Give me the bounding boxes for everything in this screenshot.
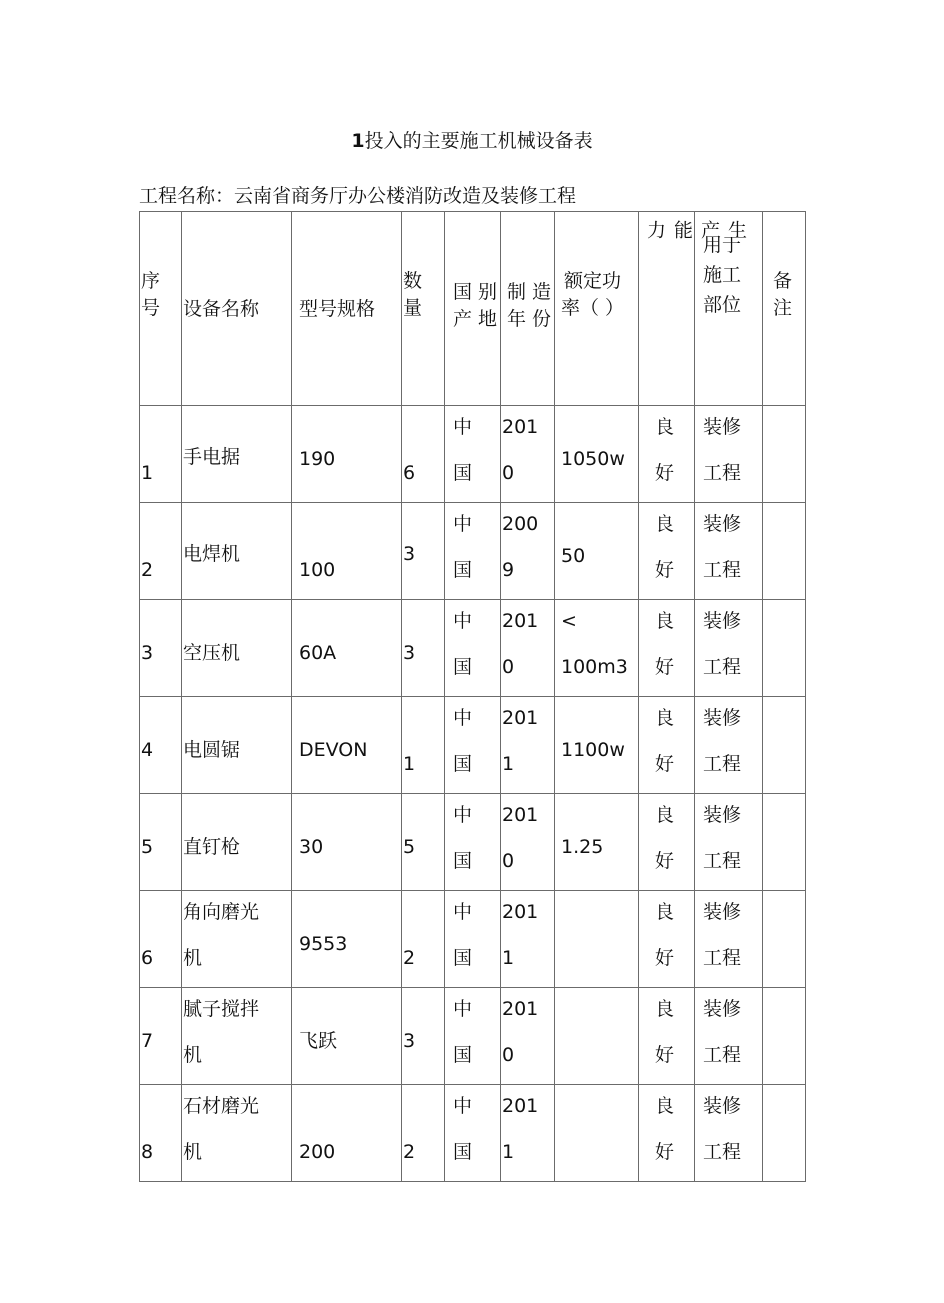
cell-model [292,988,402,1085]
cell-capacity-text: 良 好 [655,1095,675,1163]
cell-name [182,697,292,794]
cell-power [555,600,639,697]
cell-usage [695,1085,763,1182]
cell-usage [695,794,763,891]
header-name-text: 设备名称 [183,298,260,320]
cell-model-text: 190 [299,448,336,470]
cell-origin [445,1085,501,1182]
cell-qty-text: 1 [403,753,416,775]
cell-qty [402,697,445,794]
page-title [0,128,944,154]
cell-origin [445,794,501,891]
cell-seq-text: 6 [141,947,154,969]
cell-usage-text: 装修 工程 [703,998,742,1066]
table-row [140,503,806,600]
cell-origin-text: 中 国 [453,804,473,872]
cell-usage-text: 装修 工程 [703,513,742,581]
cell-model [292,406,402,503]
cell-power [555,794,639,891]
cell-power [555,988,639,1085]
cell-origin [445,503,501,600]
cell-qty-text: 5 [403,836,416,858]
cell-note [763,794,806,891]
cell-model-text: DEVON [299,739,368,761]
cell-capacity-text: 良 好 [655,707,675,775]
cell-qty-text: 3 [403,1030,416,1052]
header-origin [445,212,501,406]
cell-note [763,697,806,794]
cell-year [501,406,555,503]
cell-model [292,600,402,697]
cell-seq-text: 2 [141,559,154,581]
cell-seq-text: 4 [141,739,154,761]
cell-usage-text: 装修 工程 [703,416,742,484]
cell-capacity [639,794,695,891]
cell-origin [445,988,501,1085]
cell-year [501,697,555,794]
cell-model-text: 60A [299,642,337,664]
cell-seq [140,697,182,794]
cell-seq-text: 8 [141,1141,154,1163]
cell-origin-text: 中 国 [453,707,473,775]
cell-name-text: 直钉枪 [183,836,241,858]
table-row [140,988,806,1085]
cell-seq [140,794,182,891]
cell-model-text: 飞跃 [299,1030,338,1052]
cell-qty-text: 3 [403,543,416,565]
cell-capacity [639,503,695,600]
cell-model [292,891,402,988]
cell-note [763,406,806,503]
cell-capacity [639,1085,695,1182]
header-origin-text: 国 别 产 地 [453,281,498,330]
cell-capacity-text: 良 好 [655,998,675,1066]
cell-capacity-text: 良 好 [655,804,675,872]
header-usage-text: 用于 施工 部位 [703,234,742,316]
cell-year-text: 201 1 [502,1095,539,1163]
header-name [182,212,292,406]
cell-power [555,406,639,503]
cell-capacity-text: 良 好 [655,416,675,484]
header-note [763,212,806,406]
cell-qty [402,988,445,1085]
cell-year-text: 201 1 [502,707,539,775]
cell-seq-text: 3 [141,642,154,664]
cell-qty-text: 3 [403,642,416,664]
cell-qty [402,1085,445,1182]
cell-power [555,697,639,794]
cell-year-text: 201 0 [502,610,539,678]
header-note-text: 备 注 [773,270,793,319]
cell-qty [402,794,445,891]
title-text: 投入的主要施工机械设备表 [364,130,593,152]
table-header-row [140,212,806,406]
header-seq-text: 序 号 [141,270,161,319]
cell-origin-text: 中 国 [453,416,473,484]
equipment-table [139,211,806,1182]
cell-usage [695,600,763,697]
header-power-text: 额定功 率（ ） [561,270,625,319]
cell-seq [140,1085,182,1182]
header-model [292,212,402,406]
header-year-text: 制 造 年 份 [507,281,552,330]
cell-power-text: 1050w [561,448,625,470]
cell-year [501,794,555,891]
cell-qty [402,406,445,503]
cell-year-text: 201 1 [502,901,539,969]
table-row [140,406,806,503]
header-power [555,212,639,406]
cell-usage [695,697,763,794]
cell-qty-text: 2 [403,947,416,969]
cell-year-text: 201 0 [502,998,539,1066]
cell-power-text: 50 [561,545,586,567]
cell-model-text: 30 [299,836,324,858]
cell-name-text: 腻子搅拌 机 [183,998,260,1066]
table-row [140,1085,806,1182]
cell-name [182,891,292,988]
cell-origin-text: 中 国 [453,1095,473,1163]
cell-seq [140,600,182,697]
header-usage [695,212,763,406]
cell-origin-text: 中 国 [453,901,473,969]
cell-name [182,503,292,600]
cell-name [182,406,292,503]
cell-qty-text: 6 [403,462,416,484]
cell-usage [695,406,763,503]
cell-seq-text: 1 [141,462,154,484]
cell-model-text: 200 [299,1141,336,1163]
cell-power-text: 1100w [561,739,625,761]
cell-name-text: 电圆锯 [183,739,241,761]
cell-capacity [639,406,695,503]
cell-origin [445,697,501,794]
cell-origin-text: 中 国 [453,610,473,678]
project-line [139,183,576,209]
table-row [140,697,806,794]
cell-power [555,891,639,988]
header-year [501,212,555,406]
cell-name-text: 角向磨光 机 [183,901,260,969]
cell-model [292,1085,402,1182]
cell-seq [140,891,182,988]
cell-capacity [639,988,695,1085]
cell-name-text: 空压机 [183,642,241,664]
cell-usage-text: 装修 工程 [703,804,742,872]
cell-usage-text: 装修 工程 [703,610,742,678]
cell-name-text: 石材磨光 机 [183,1095,260,1163]
cell-power [555,1085,639,1182]
cell-origin-text: 中 国 [453,513,473,581]
cell-usage [695,891,763,988]
cell-model [292,794,402,891]
cell-year-text: 200 9 [502,513,539,581]
cell-year-text: 201 0 [502,416,539,484]
cell-model [292,697,402,794]
cell-power-text: 1.25 [561,836,604,858]
header-qty-text: 数 量 [403,270,423,319]
cell-seq [140,988,182,1085]
cell-origin-text: 中 国 [453,998,473,1066]
cell-origin [445,891,501,988]
cell-name [182,988,292,1085]
project-label: 工程名称： [139,185,235,207]
cell-qty-text: 2 [403,1141,416,1163]
cell-usage-text: 装修 工程 [703,901,742,969]
cell-name [182,1085,292,1182]
cell-year [501,1085,555,1182]
cell-capacity [639,600,695,697]
cell-seq-text: 5 [141,836,154,858]
cell-origin [445,600,501,697]
header-model-text: 型号规格 [299,298,376,320]
cell-year [501,891,555,988]
cell-name [182,794,292,891]
cell-capacity [639,697,695,794]
cell-usage-text: 装修 工程 [703,1095,742,1163]
cell-name [182,600,292,697]
cell-capacity-text: 良 好 [655,513,675,581]
table-row [140,600,806,697]
cell-model-text: 100 [299,559,336,581]
cell-seq [140,406,182,503]
cell-qty [402,891,445,988]
cell-usage [695,503,763,600]
project-name: 云南省商务厅办公楼消防改造及装修工程 [234,185,577,207]
cell-capacity-text: 良 好 [655,901,675,969]
header-capacity-text: 生产能力 [644,220,747,241]
cell-note [763,600,806,697]
header-qty [402,212,445,406]
cell-year [501,503,555,600]
cell-model [292,503,402,600]
table-row [140,794,806,891]
cell-note [763,1085,806,1182]
cell-name-text: 电焊机 [183,543,241,565]
cell-qty [402,503,445,600]
header-seq [140,212,182,406]
cell-origin [445,406,501,503]
cell-seq [140,503,182,600]
cell-year-text: 201 0 [502,804,539,872]
cell-note [763,503,806,600]
cell-capacity [639,891,695,988]
cell-year [501,988,555,1085]
cell-note [763,891,806,988]
cell-power [555,503,639,600]
cell-usage-text: 装修 工程 [703,707,742,775]
cell-qty [402,600,445,697]
cell-note [763,988,806,1085]
cell-capacity-text: 良 好 [655,610,675,678]
cell-power-text: < 100m3 [561,610,628,678]
table-row [140,891,806,988]
cell-year [501,600,555,697]
title-number: 1 [351,130,365,152]
cell-model-text: 9553 [299,933,348,955]
cell-seq-text: 7 [141,1030,154,1052]
cell-usage [695,988,763,1085]
cell-name-text: 手电据 [183,446,241,468]
